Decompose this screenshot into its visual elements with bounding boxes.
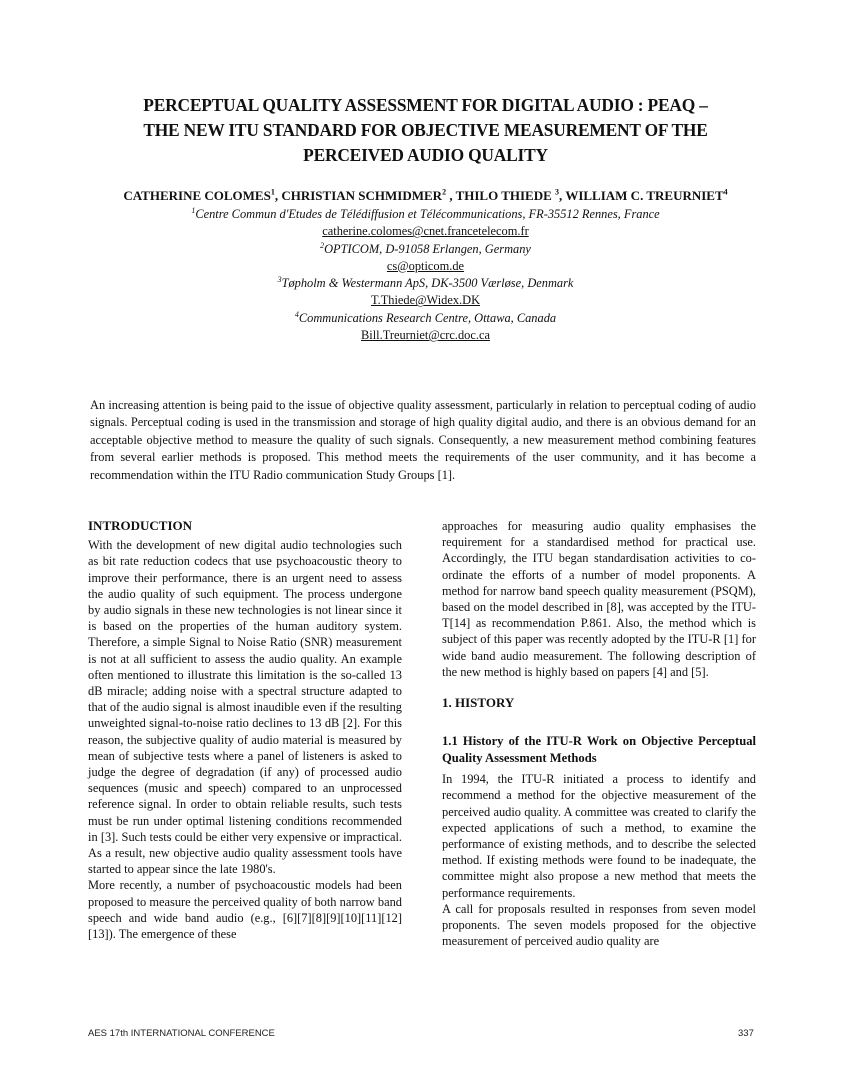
author-name: THILO THIEDE — [455, 188, 552, 203]
history-heading: 1. HISTORY — [442, 695, 515, 711]
introduction-paragraph-2: More recently, a number of psychoacoustic models had been proposed to measure the perceived quality of both narrow band speech and wide band audio (e.g., [6][7][8][9][10][11][12][13]). The emergence of these — [88, 878, 402, 942]
affiliation-text: Communications Research Centre, Ottawa, Canada — [298, 310, 557, 325]
affiliation-sup: 4 — [294, 309, 299, 319]
history-paragraph-1: In 1994, the ITU-R initiated a process to identify and recommend a method for the objective measurement of the perceived audio quality. A committee was created to clarify the expected applications of such a method, to examine the performance of existing methods, and to describe the selected method. If existing methods were found to be inadequate, the committee might also propose a new method that meets the performance requirements. — [442, 772, 756, 900]
affiliation-3 — [100, 275, 751, 292]
paper-title — [60, 93, 791, 168]
affiliations — [100, 206, 751, 344]
email-link-2[interactable]: cs@opticom.de — [386, 258, 465, 273]
affiliation-4 — [100, 310, 751, 327]
affiliation-text: OPTICOM, D-91058 Erlangen, Germany — [324, 241, 531, 256]
affiliation-sup: 2 — [320, 240, 325, 250]
introduction-heading: INTRODUCTION — [88, 518, 193, 533]
affiliation-sup: 1 — [191, 205, 196, 215]
abstract: An increasing attention is being paid to the issue of objective quality assessment, particularly in relation to perceptual coding of audio signals. Perceptual coding is used in the transmission and storage of high quality digital audio, and there is an obvious demand for an acceptable objective method to measure the quality of such signals. Consequently, a new measurement method combining features from several earlier methods is proposed. This method meets the requirements of the user community, and it has become a recommendation within the ITU Radio communication Study Groups [1]. — [90, 398, 756, 482]
affiliation-text: Centre Commun d'Etudes de Télédiffusion et Télécommunications, FR-35512 Rennes, France — [195, 207, 660, 221]
author-sup: 2 — [442, 187, 447, 197]
affiliation-text: Tøpholm & Westermann ApS, DK-3500 Værløse, Denmark — [281, 276, 574, 291]
title-line-2: THE NEW ITU STANDARD FOR OBJECTIVE MEASUREMENT OF THE — [143, 120, 708, 140]
author-sup: 4 — [723, 187, 728, 197]
author-sup: 1 — [270, 187, 275, 197]
author-name: CHRISTIAN SCHMIDMER — [281, 188, 443, 203]
title-line-3: PERCEIVED AUDIO QUALITY — [303, 145, 548, 165]
affiliation-2 — [100, 241, 751, 258]
email-link-4[interactable]: Bill.Treurniet@crc.doc.ca — [361, 328, 490, 343]
author-name: WILLIAM C. TREURNIET — [565, 188, 724, 203]
history-subsection-heading: 1.1 History of the ITU-R Work on Objective Perceptual Quality Assessment Methods — [442, 734, 756, 765]
title-line-1: PERCEPTUAL QUALITY ASSESSMENT FOR DIGITAL AUDIO : PEAQ – — [143, 95, 708, 115]
author-sup: 3 — [555, 187, 560, 197]
introduction-paragraph-1: With the development of new digital audio technologies such as bit rate reduction codecs that use psychoacoustic theory to improve their performance, there is an urgent need to assess the audio quality of such equipment. The process undergone by audio signals in these new technologies is not linear since it is based on the properties of the human auditory system. Therefore, a simple Signal to Noise Ratio (SNR) measurement is not at all sufficient to assess the audio quality. An example often mentioned to illustrate this limitation is the so-called 13 dB miracle; adding noise with a spectral structure adapted to that of the audio signal is almost inaudible even if the resulting unweighted signal-to-noise ratio declines to 13 dB [2]. For this reason, the subjective quality of audio material is measured by mean of subjective tests where a panel of listeners is asked to judge the degree of degradation (if any) of processed audio sequences (music and speech) compared to an unprocessed reference signal. In order to obtain reliable results, such tests must be run under optimal listening conditions recommended in [3]. Such tests could be either very expensive or impractical. As a result, new objective audio quality assessment tools have started to appear since the late 1980's. — [88, 538, 402, 877]
author-list: CATHERINE COLOMES$^1$, CHRISTIAN SCHMIDMER$^2$ , THILO THIEDE $^3$, WILLIAM C. TREURNIET$^4$ — [123, 187, 728, 203]
footer-conference: AES 17th INTERNATIONAL CONFERENCE — [88, 1028, 275, 1039]
history-paragraph-2: A call for proposals resulted in responses from seven model proponents. The seven models proposed for the objective measurement of perceived audio quality are — [442, 901, 756, 949]
email-link-3[interactable]: T.Thiede@Widex.DK — [370, 293, 481, 308]
email-link-1[interactable]: catherine.colomes@cnet.francetelecom.fr — [322, 224, 529, 239]
author-name: CATHERINE COLOMES — [123, 188, 271, 203]
footer-page-number: 337 — [738, 1028, 754, 1039]
affiliation-1 — [100, 206, 751, 223]
right-column — [442, 518, 756, 949]
left-column — [88, 518, 402, 942]
affiliation-sup: 3 — [277, 275, 282, 285]
introduction-paragraph-3: approaches for measuring audio quality emphasises the requirement for a standardised method for practical use. Accordingly, the ITU began standardisation activities to co-ordinate the efforts of a number of model proponents. A method for narrow band speech quality measurement (PSQM), based on the model described in [8], was accepted by the ITU-T[14] as recommendation P.861. Also, the method which is subject of this paper was recently adopted by the ITU-R [1] for wide band audio measurement. The following description of the new method is highly based on papers [4] and [5]. — [442, 519, 756, 679]
